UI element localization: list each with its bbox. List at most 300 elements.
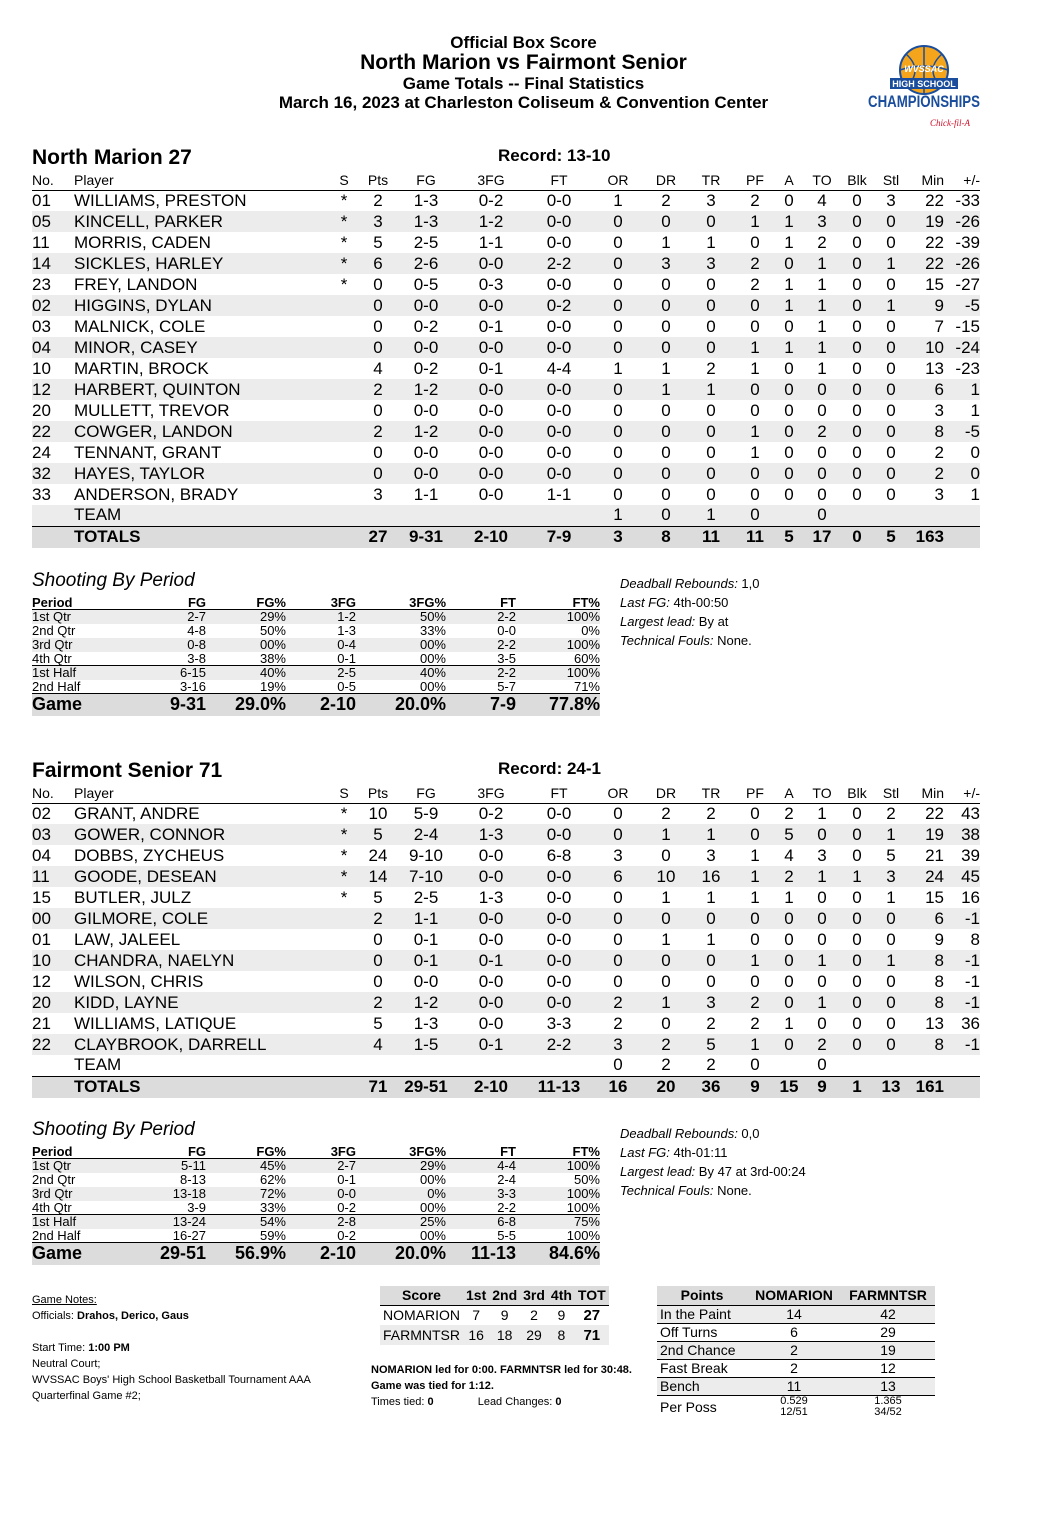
shooting-game-cell: 29-51 (116, 1243, 206, 1265)
cell-plus-minus: -5 (944, 295, 980, 316)
points-col-0: Points (657, 1286, 747, 1305)
cell-off-reb: 6 (590, 866, 646, 887)
cell-points (358, 505, 398, 526)
cell-steals: 0 (886, 316, 896, 336)
shooting-half-row (32, 1215, 600, 1229)
cell-blocks: 0 (840, 379, 874, 400)
cell-tot-reb: 0 (706, 442, 716, 462)
cell-fg: 2-6 (398, 253, 454, 274)
cell-minutes: 13 (925, 358, 944, 378)
points-row (657, 1305, 935, 1323)
cell-def-reb: 0 (646, 295, 686, 316)
total-player: TOTALS (74, 1076, 330, 1098)
cell-ft: 0-2 (528, 295, 590, 316)
shooting-col-5: FT (446, 1145, 516, 1159)
points-category: 2nd Chance (657, 1341, 747, 1359)
shooting-col-6: FT% (516, 596, 600, 610)
shooting-cell: 4-8 (187, 623, 206, 638)
cell-turnovers: 4 (817, 190, 827, 210)
shooting-cell: 3-3 (446, 1187, 516, 1201)
cell-points: 3 (373, 484, 383, 504)
cell-plus-minus: -26 (944, 211, 980, 232)
totals-row (32, 1076, 980, 1098)
shooting-cell: 1st Qtr (32, 1159, 116, 1173)
cell-fouls: 0 (736, 295, 774, 316)
team-note-value: 4th-01:11 (673, 1145, 728, 1160)
player-row (32, 484, 980, 505)
cell-ft: 0-0 (528, 337, 590, 358)
cell-starter: * (340, 190, 348, 210)
cell-assists: 1 (784, 1013, 794, 1033)
cell-def-reb: 0 (646, 211, 686, 232)
cell-steals: 1 (874, 253, 908, 274)
cell-number: 10 (32, 358, 51, 378)
cell-plus-minus: -1 (944, 950, 980, 971)
shooting-cell: 0-2 (337, 1227, 356, 1243)
cell-three-fg (454, 1055, 528, 1076)
shooting-cell: 72% (206, 1187, 286, 1201)
cell-steals: 1 (886, 887, 896, 907)
shooting-cell: 2nd Half (32, 678, 81, 694)
cell-number: 11 (32, 232, 50, 252)
points-value: 11 (747, 1377, 841, 1395)
shooting-cell: 2-2 (446, 610, 516, 624)
cell-minutes: 6 (908, 379, 944, 400)
cell-ft: 0-0 (528, 824, 590, 845)
cell-tot-reb: 0 (706, 316, 716, 336)
cell-turnovers: 0 (817, 1055, 827, 1075)
total-tot-reb: 36 (686, 1076, 736, 1098)
cell-points: 0 (373, 400, 383, 420)
cell-ft: 3-3 (546, 1013, 572, 1033)
shooting-header-row (32, 596, 600, 610)
cell-fouls: 2 (736, 253, 774, 274)
team-game-notes (620, 1124, 806, 1200)
team-note-line (620, 612, 760, 631)
cell-starter (330, 337, 358, 358)
column-header-fouls: PF (736, 783, 774, 803)
cell-off-reb: 0 (613, 316, 623, 336)
team-game-notes (620, 574, 760, 650)
cell-steals: 0 (886, 358, 896, 378)
cell-turnovers: 1 (804, 253, 840, 274)
cell-blocks: 0 (852, 929, 862, 949)
score-cell: 8 (548, 1325, 575, 1345)
column-header-three-fg: 3FG (454, 170, 528, 190)
cell-player: ANDERSON, BRADY (74, 484, 239, 504)
column-header-turnovers: TO (804, 783, 840, 803)
cell-blocks: 0 (840, 950, 874, 971)
score-col-5: TOT (575, 1286, 609, 1305)
cell-plus-minus: -1 (944, 1034, 980, 1055)
cell-def-reb: 0 (646, 421, 686, 442)
shooting-cell: 2nd Qtr (32, 1172, 76, 1187)
cell-number: 05 (32, 211, 74, 232)
team-row (32, 1055, 980, 1076)
cell-assists: 0 (774, 379, 804, 400)
shooting-half-row (32, 680, 600, 694)
shooting-cell: 1-3 (337, 623, 356, 638)
cell-tot-reb: 1 (686, 824, 736, 845)
cell-points: 5 (373, 232, 383, 252)
cell-tot-reb: 0 (686, 950, 736, 971)
cell-player: MULLETT, TREVOR (74, 400, 230, 420)
cell-assists (774, 505, 804, 526)
cell-number: 22 (32, 421, 74, 442)
total-fouls: 11 (736, 526, 774, 548)
cell-def-reb: 0 (661, 484, 671, 504)
cell-minutes: 22 (925, 190, 944, 210)
cell-blocks: 0 (852, 316, 862, 336)
cell-off-reb: 0 (613, 274, 623, 294)
shooting-game-cell: 77.8% (516, 694, 600, 716)
cell-steals: 0 (874, 463, 908, 484)
cell-assists: 0 (774, 1034, 804, 1055)
total-steals: 5 (874, 526, 908, 548)
team-note-value: None. (717, 1183, 752, 1198)
cell-minutes: 8 (908, 1034, 944, 1055)
shooting-cell: 13-18 (116, 1187, 206, 1201)
cell-plus-minus: 0 (944, 463, 980, 484)
shooting-col-4: 3FG% (356, 596, 446, 610)
cell-steals: 0 (886, 400, 896, 420)
cell-tot-reb: 0 (686, 908, 736, 929)
player-row (32, 908, 980, 929)
cell-player: BUTLER, JULZ (74, 887, 192, 907)
points-value: 42 (841, 1305, 935, 1323)
game-notes (32, 1292, 352, 1404)
total-def-reb: 8 (646, 526, 686, 548)
player-row (32, 379, 980, 400)
cell-three-fg: 0-0 (454, 295, 528, 316)
cell-turnovers: 1 (817, 803, 827, 823)
total-number (32, 1076, 74, 1098)
cell-turnovers: 3 (804, 211, 840, 232)
cell-points: 0 (358, 295, 398, 316)
per-poss-rate: 0.529 (780, 1394, 808, 1407)
cell-fouls: 1 (750, 845, 760, 865)
cell-fg (398, 1055, 454, 1076)
cell-minutes: 19 (908, 824, 944, 845)
report-subtitle: Game Totals -- Final Statistics (402, 74, 645, 93)
cell-def-reb: 0 (646, 337, 686, 358)
cell-fg: 0-0 (413, 971, 439, 991)
cell-three-fg: 0-0 (478, 845, 504, 865)
cell-number: 00 (32, 908, 74, 929)
cell-tot-reb: 0 (706, 971, 716, 991)
shooting-cell: 2-2 (446, 638, 516, 652)
cell-three-fg: 0-0 (478, 484, 504, 504)
player-row (32, 992, 980, 1013)
cell-off-reb: 0 (590, 463, 646, 484)
cell-minutes: 19 (908, 211, 944, 232)
cell-assists: 0 (774, 463, 804, 484)
shooting-game-cell: 9-31 (116, 694, 206, 716)
cell-fg: 7-10 (398, 866, 454, 887)
cell-points: 0 (358, 463, 398, 484)
total-starter (330, 1076, 358, 1098)
cell-minutes: 15 (925, 274, 944, 294)
cell-fg: 0-0 (398, 295, 454, 316)
shooting-game-cell: 2-10 (286, 1243, 356, 1265)
cell-points: 10 (368, 803, 388, 823)
player-row (32, 295, 980, 316)
cell-fg: 0-0 (413, 442, 439, 462)
cell-assists: 1 (774, 295, 804, 316)
cell-three-fg: 0-3 (478, 274, 504, 294)
cell-def-reb: 2 (646, 1034, 686, 1055)
box-score-header-row (32, 170, 980, 190)
shooting-game-cell: 20.0% (356, 694, 446, 716)
cell-number: 21 (32, 1013, 51, 1033)
cell-starter (330, 484, 358, 505)
team-note-line (620, 1181, 806, 1200)
cell-blocks: 0 (852, 358, 862, 378)
shooting-cell: 0-4 (286, 638, 356, 652)
cell-steals: 0 (886, 274, 896, 294)
total-points: 27 (358, 526, 398, 548)
shooting-cell: 19% (259, 678, 286, 694)
cell-number: 10 (32, 950, 74, 971)
cell-number: 22 (32, 1034, 74, 1055)
per-poss-value-home (747, 1395, 841, 1418)
shooting-cell: 5-11 (116, 1159, 206, 1173)
cell-starter (330, 1013, 358, 1034)
cell-steals: 0 (886, 929, 896, 949)
cell-fouls: 1 (750, 442, 760, 462)
cell-player: WILLIAMS, PRESTON (74, 190, 247, 210)
cell-fg: 1-2 (398, 992, 454, 1013)
tournament-note: WVSSAC Boys' High School Basketball Tournament AAA Quarterfinal Game #2; (32, 1374, 311, 1402)
shooting-period-row (32, 610, 600, 624)
cell-player: MINOR, CASEY (74, 337, 330, 358)
cell-fg: 1-3 (413, 190, 439, 210)
cell-steals: 2 (886, 803, 896, 823)
lead-time-summary: NOMARION led for 0:00. FARMNTSR led for 30:48. (371, 1364, 632, 1376)
shooting-period-row (32, 638, 600, 652)
cell-fg: 1-5 (398, 1034, 454, 1055)
column-header-steals: Stl (874, 170, 908, 190)
shooting-cell: 100% (516, 610, 600, 624)
cell-three-fg: 0-0 (454, 421, 528, 442)
cell-fg: 0-2 (413, 316, 439, 336)
cell-turnovers: 1 (804, 950, 840, 971)
cell-number: 01 (32, 929, 51, 949)
shooting-cell: 3rd Qtr (32, 638, 116, 652)
cell-fg: 0-1 (413, 929, 439, 949)
cell-assists: 0 (774, 253, 804, 274)
cell-off-reb: 0 (590, 295, 646, 316)
column-header-plus-minus: +/- (944, 783, 980, 803)
cell-minutes: 21 (925, 845, 944, 865)
shooting-cell: 00% (419, 1172, 446, 1187)
points-header-row (657, 1286, 935, 1305)
column-header-points: Pts (358, 170, 398, 190)
cell-def-reb: 1 (661, 929, 671, 949)
shooting-cell: 54% (206, 1215, 286, 1229)
cell-number (32, 505, 74, 526)
column-header-fg: FG (398, 170, 454, 190)
shooting-cell: 2nd Qtr (32, 623, 76, 638)
shooting-period-row (32, 624, 600, 638)
cell-blocks: 0 (852, 971, 862, 991)
team-note-line (620, 631, 760, 650)
cell-tot-reb: 3 (706, 190, 716, 210)
cell-starter (330, 358, 358, 379)
cell-player: KINCELL, PARKER (74, 211, 330, 232)
cell-player: GILMORE, COLE (74, 908, 330, 929)
cell-number: 32 (32, 463, 74, 484)
shooting-cell: 4th Qtr (32, 1199, 72, 1215)
shooting-cell: 40% (206, 666, 286, 680)
cell-three-fg: 1-3 (454, 824, 528, 845)
shooting-col-1: FG (116, 596, 206, 610)
team-note-line (620, 593, 760, 612)
shooting-game-cell: 2-10 (286, 694, 356, 716)
shooting-cell: 29% (356, 1159, 446, 1173)
cell-tot-reb: 3 (706, 845, 716, 865)
cell-tot-reb: 3 (686, 992, 736, 1013)
cell-off-reb: 0 (613, 442, 623, 462)
cell-player: GOWER, CONNOR (74, 824, 330, 845)
per-poss-rate: 1.365 (874, 1394, 902, 1407)
shooting-period-row (32, 1173, 600, 1187)
cell-fg: 1-1 (398, 908, 454, 929)
points-breakdown-table (657, 1286, 935, 1418)
cell-off-reb: 0 (590, 379, 646, 400)
cell-player: TENNANT, GRANT (74, 442, 222, 462)
times-tied-line (371, 1394, 643, 1410)
column-header-def-reb: DR (646, 783, 686, 803)
cell-turnovers: 0 (817, 971, 827, 991)
cell-off-reb: 0 (613, 971, 623, 991)
cell-three-fg: 0-2 (478, 803, 504, 823)
cell-steals: 1 (874, 824, 908, 845)
cell-def-reb: 2 (661, 803, 671, 823)
score-cell: 9 (557, 1307, 566, 1324)
points-value: 19 (841, 1341, 935, 1359)
team-note-value: 4th-00:50 (673, 595, 729, 610)
cell-assists: 0 (784, 316, 794, 336)
shooting-cell: 100% (516, 1159, 600, 1173)
cell-number: 04 (32, 337, 74, 358)
cell-turnovers: 1 (804, 337, 840, 358)
team-note-line (620, 574, 760, 593)
team-note-value: 0,0 (741, 1126, 760, 1141)
score-cell: 27 (583, 1306, 601, 1324)
column-header-fg: FG (398, 783, 454, 803)
total-three-fg: 2-10 (454, 526, 528, 548)
cell-blocks: 0 (852, 400, 862, 420)
logo-text-championships: CHAMPIONSHIPS (868, 92, 980, 111)
cell-player: WILSON, CHRIS (74, 971, 204, 991)
shooting-cell: 00% (419, 678, 446, 694)
player-row (32, 803, 980, 824)
shooting-cell: 8-13 (179, 1172, 206, 1187)
cell-turnovers: 0 (804, 505, 840, 526)
cell-fouls: 1 (736, 337, 774, 358)
cell-plus-minus (944, 1055, 980, 1076)
cell-plus-minus: 1 (944, 379, 980, 400)
shooting-cell: 0-0 (286, 1187, 356, 1201)
cell-tot-reb: 16 (686, 866, 736, 887)
report-title: Official Box Score (450, 33, 597, 52)
shooting-cell: 75% (516, 1215, 600, 1229)
cell-blocks: 0 (840, 295, 874, 316)
cell-starter: * (340, 845, 348, 865)
cell-points: 2 (358, 379, 398, 400)
cell-blocks: 0 (852, 232, 862, 252)
points-value: 2 (747, 1341, 841, 1359)
cell-fouls: 2 (750, 1013, 760, 1033)
cell-minutes: 24 (908, 866, 944, 887)
points-category: Bench (657, 1377, 747, 1395)
box-score-table (32, 170, 980, 548)
shooting-cell: 29% (206, 610, 286, 624)
cell-starter (330, 400, 358, 421)
column-header-minutes: Min (908, 170, 944, 190)
cell-minutes: 6 (908, 908, 944, 929)
shooting-game-cell: 7-9 (446, 694, 516, 716)
total-turnovers: 17 (804, 526, 840, 548)
cell-player: GOODE, DESEAN (74, 866, 330, 887)
column-header-off-reb: OR (590, 170, 646, 190)
cell-minutes: 22 (925, 803, 944, 823)
shooting-cell: 100% (516, 1187, 600, 1201)
cell-ft: 0-0 (546, 274, 572, 294)
team-note-label: Deadball Rebounds: (620, 1126, 742, 1141)
cell-starter: * (340, 803, 348, 823)
total-ft: 7-9 (528, 526, 590, 548)
cell-ft: 0-0 (528, 908, 590, 929)
cell-starter (330, 316, 358, 337)
cell-def-reb: 0 (646, 505, 686, 526)
points-value: 6 (747, 1323, 841, 1341)
cell-off-reb: 0 (590, 337, 646, 358)
cell-steals: 0 (874, 337, 908, 358)
cell-number: 24 (32, 442, 51, 462)
shooting-cell: 1st Qtr (32, 610, 116, 624)
cell-starter (330, 295, 358, 316)
cell-three-fg: 1-3 (478, 887, 504, 907)
cell-points (358, 1055, 398, 1076)
cell-plus-minus: -5 (944, 421, 980, 442)
shooting-cell: 2-4 (497, 1172, 516, 1187)
shooting-cell: 4-4 (446, 1159, 516, 1173)
cell-fouls: 2 (750, 190, 760, 210)
shooting-cell: 2-2 (446, 666, 516, 680)
cell-tot-reb: 2 (706, 1013, 716, 1033)
cell-steals: 0 (874, 992, 908, 1013)
cell-tot-reb: 1 (706, 887, 716, 907)
cell-off-reb: 0 (613, 887, 623, 907)
cell-player: CLAYBROOK, DARRELL (74, 1034, 330, 1055)
cell-turnovers: 1 (817, 274, 827, 294)
shooting-cell: 00% (419, 1199, 446, 1215)
column-header-assists: A (774, 170, 804, 190)
cell-minutes: 8 (908, 950, 944, 971)
cell-steals (874, 505, 908, 526)
cell-three-fg: 0-1 (478, 358, 504, 378)
cell-plus-minus: 16 (961, 887, 980, 907)
shooting-cell: 5-7 (497, 678, 516, 694)
column-header-tot-reb: TR (686, 783, 736, 803)
cell-turnovers: 0 (817, 400, 827, 420)
shooting-by-period-table (32, 1145, 600, 1265)
cell-steals: 0 (886, 442, 896, 462)
shooting-cell: 0-1 (337, 1172, 356, 1187)
team-name-score: Fairmont Senior 71 (32, 759, 223, 782)
